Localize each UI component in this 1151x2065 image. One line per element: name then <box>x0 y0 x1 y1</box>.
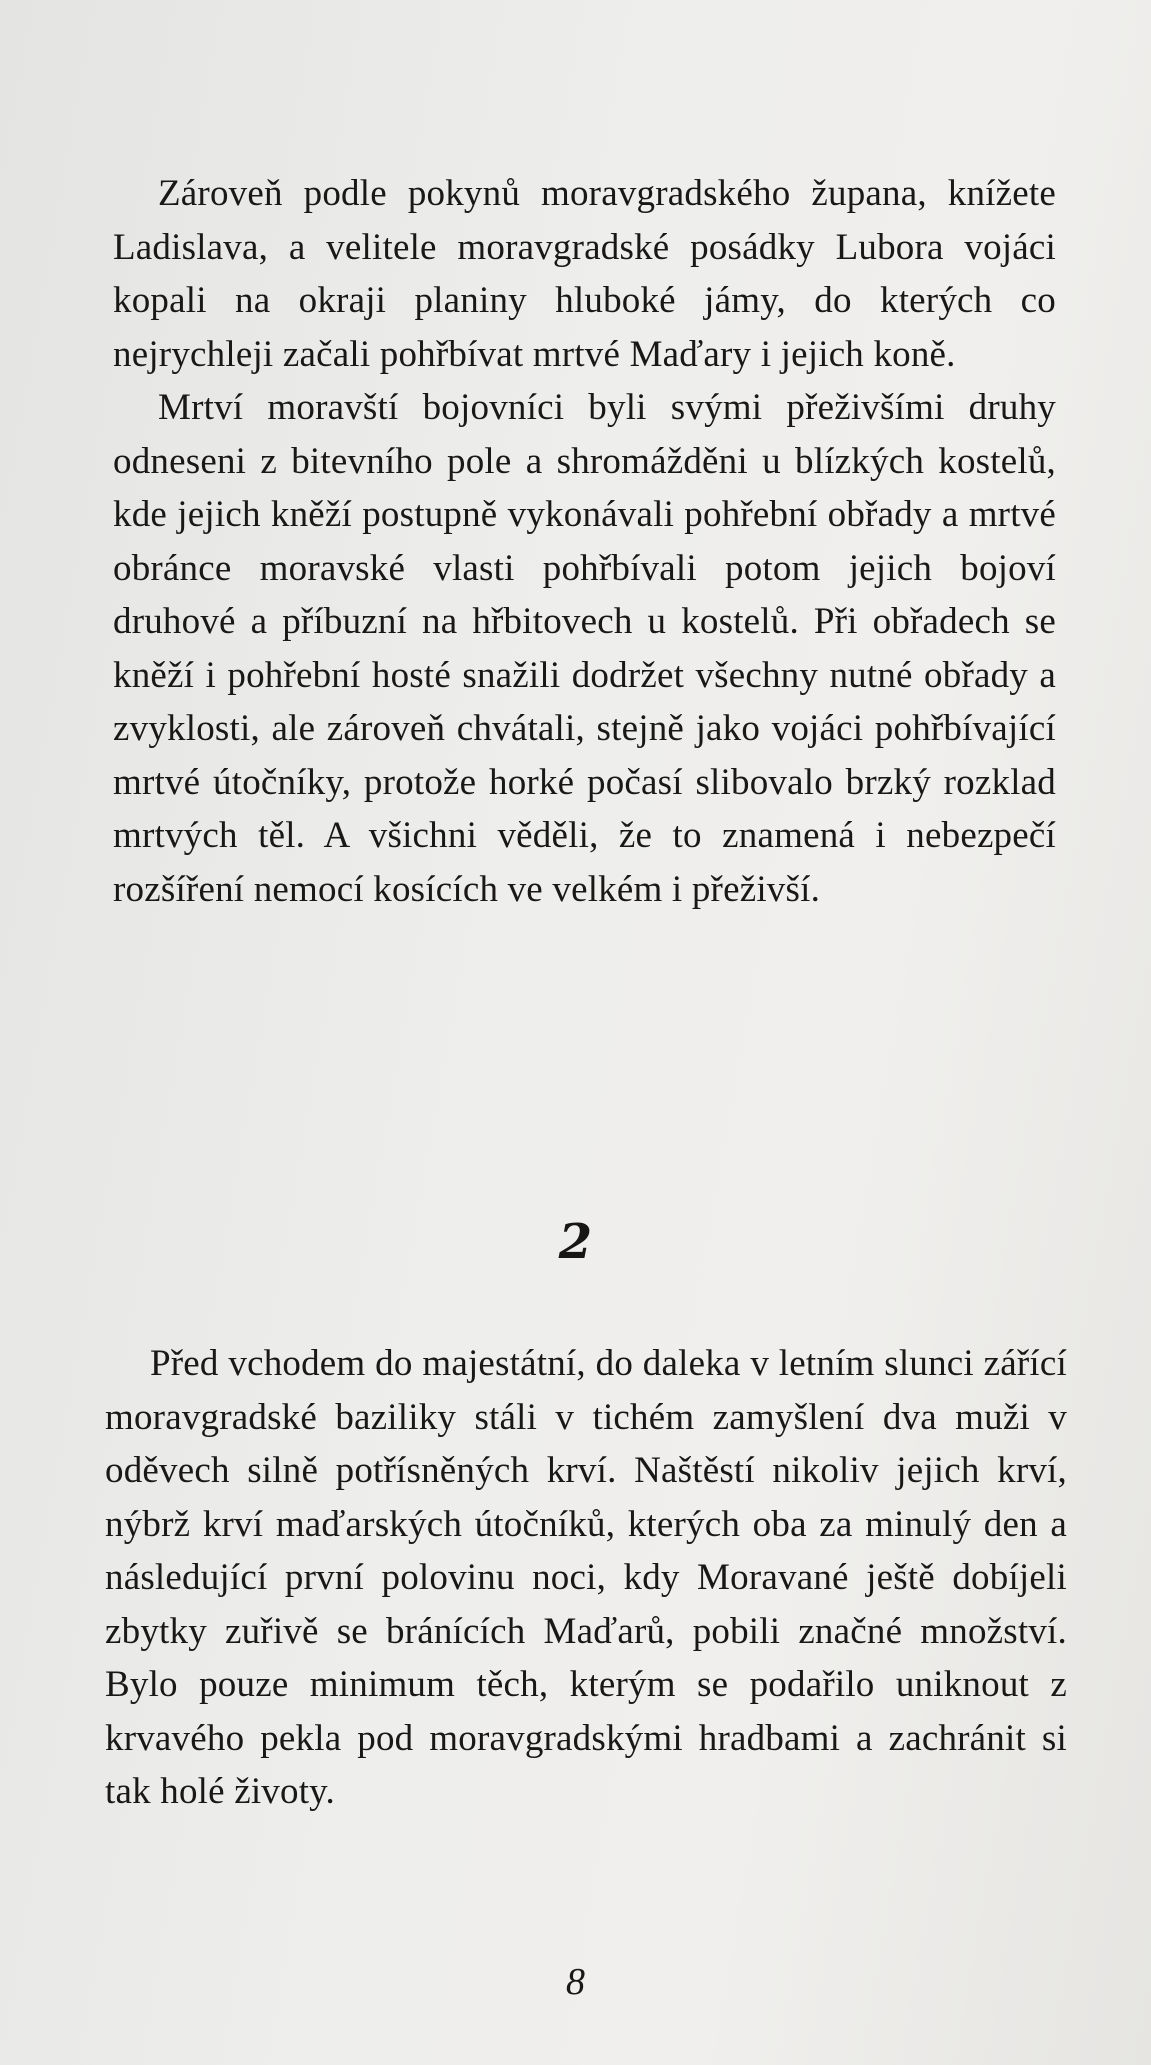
chapter-number: 2 <box>558 1214 593 1270</box>
section-two-text <box>105 1337 1067 1819</box>
page-number: 8 <box>566 1961 585 2003</box>
paragraph: Před vchodem do majestátní, do daleka v letním slunci zářící moravgradské baziliky stáli v tichém zamyšlení dva muži v oděvech silně potřísněných krví. Naštěstí nikoliv jejich krví, nýbrž krví maďarských útočníků, kterých oba za minulý den a následující první polovinu noci, kdy Moravané ještě dobíjeli zbytky zuřivě se bránících Maďarů, pobili značné množství. Bylo pouze minimum těch, kterým se podařilo uniknout z krvavého pekla pod moravgradskými hradbami a zachránit si tak holé životy. <box>105 1343 1067 1812</box>
section-one-text <box>113 167 1056 916</box>
paragraph: Mrtví moravští bojovníci byli svými přeživšími druhy odneseni z bitevního pole a shromážděni u blízkých kostelů, kde jejich kněží postupně vykonávali pohřební obřady a mrtvé obránce moravské vlasti pohřbívali potom jejich bojoví druhové a příbuzní na hřbitovech u kostelů. Při obřadech se kněží i pohřební hosté snažili dodržet všechny nutné obřady a zvyklosti, ale zároveň chvátali, stejně jako vojáci pohřbívající mrtvé útočníky, protože horké počasí slibovalo brzký rozklad mrtvých těl. A všichni věděli, že to znamená i nebezpečí rozšíření nemocí kosících ve velkém i přeživší. <box>113 387 1056 910</box>
paragraph: Zároveň podle pokynů moravgradského župana, knížete Ladislava, a velitele moravgradské posádky Lubora vojáci kopali na okraji planiny hluboké jámy, do kterých co nejrychleji začali pohřbívat mrtvé Maďary i jejich koně. <box>113 173 1056 375</box>
